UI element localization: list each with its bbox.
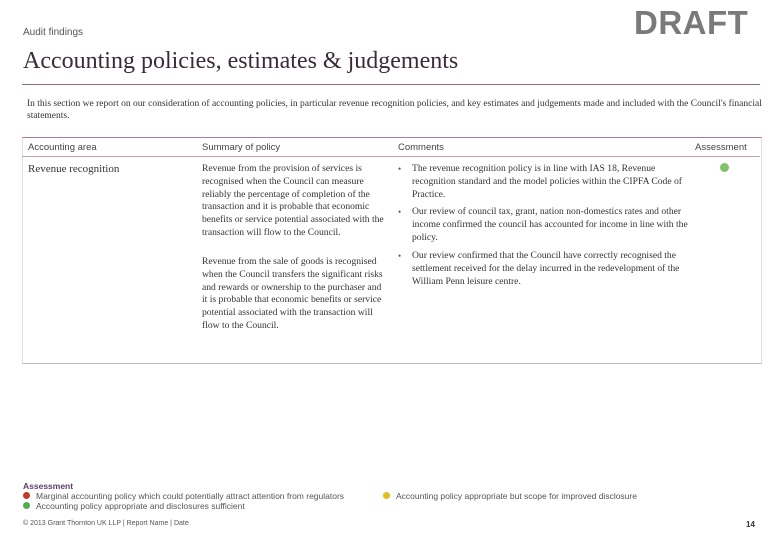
legend-title: Assessment (23, 481, 74, 491)
policy-summary-services: Revenue from the provision of services is recognised when the Council can measure reliably the percentage of completion of the transaction and it is probable that economic benefits or service potential associated with the transaction will flow to the Council. (202, 163, 384, 238)
intro-paragraph: In this section we report on our consideration of accounting policies, in particular revenue recognition policies, and key estimates and judgements made and included with the Council's financial statements. (27, 99, 762, 121)
comment-item (398, 250, 688, 290)
legend-label: Accounting policy appropriate and disclosures sufficient (36, 501, 245, 511)
draft-watermark: DRAFT (634, 4, 749, 41)
legend-item-green (23, 501, 245, 511)
green-dot-icon (23, 502, 30, 509)
column-header-comments: Comments (398, 142, 444, 153)
header-divider (22, 156, 760, 157)
comment-text: Our review confirmed that the Council have correctly recognised the settlement received for the delay incurred in the redevelopment of the William Penn leisure centre. (412, 250, 680, 287)
column-header-area: Accounting area (28, 142, 97, 153)
legend-item-yellow (383, 491, 637, 501)
comment-text: Our review of council tax, grant, nation non-domestics rates and other income confirmed the council has accounted for income in line with the policy. (412, 206, 688, 243)
bullet-icon: • (398, 251, 402, 261)
policy-summary-goods: Revenue from the sale of goods is recognised when the Council transfers the significant risks and rewards or ownership to the purchaser and it is probable that economic benefits or service potential associated with the transaction will flow to the Council. (202, 256, 383, 331)
legend-item-red (23, 491, 344, 501)
yellow-dot-icon (383, 492, 390, 499)
legend-label: Accounting policy appropriate but scope for improved disclosure (396, 491, 637, 501)
page-number: 14 (746, 520, 755, 529)
comment-item (398, 206, 688, 246)
legend-label: Marginal accounting policy which could potentially attract attention from regulators (36, 491, 345, 501)
footer-copyright: © 2013 Grant Thornton UK LLP | Report Name | Date (23, 520, 189, 527)
column-header-assessment: Assessment (695, 142, 747, 153)
page-title: Accounting policies, estimates & judgements (23, 48, 459, 74)
comment-item (398, 163, 688, 203)
bullet-icon: • (398, 164, 402, 174)
section-label: Audit findings (23, 27, 84, 38)
bullet-icon: • (398, 207, 402, 217)
red-dot-icon (23, 492, 30, 499)
accounting-area-cell: Revenue recognition (28, 163, 120, 175)
title-divider (22, 84, 760, 85)
column-header-summary: Summary of policy (202, 142, 281, 153)
assessment-green-icon (720, 163, 729, 172)
comment-text: The revenue recognition policy is in line with IAS 18, Revenue recognition standard and the model policies within the CIPFA Code of Practice. (412, 163, 683, 200)
